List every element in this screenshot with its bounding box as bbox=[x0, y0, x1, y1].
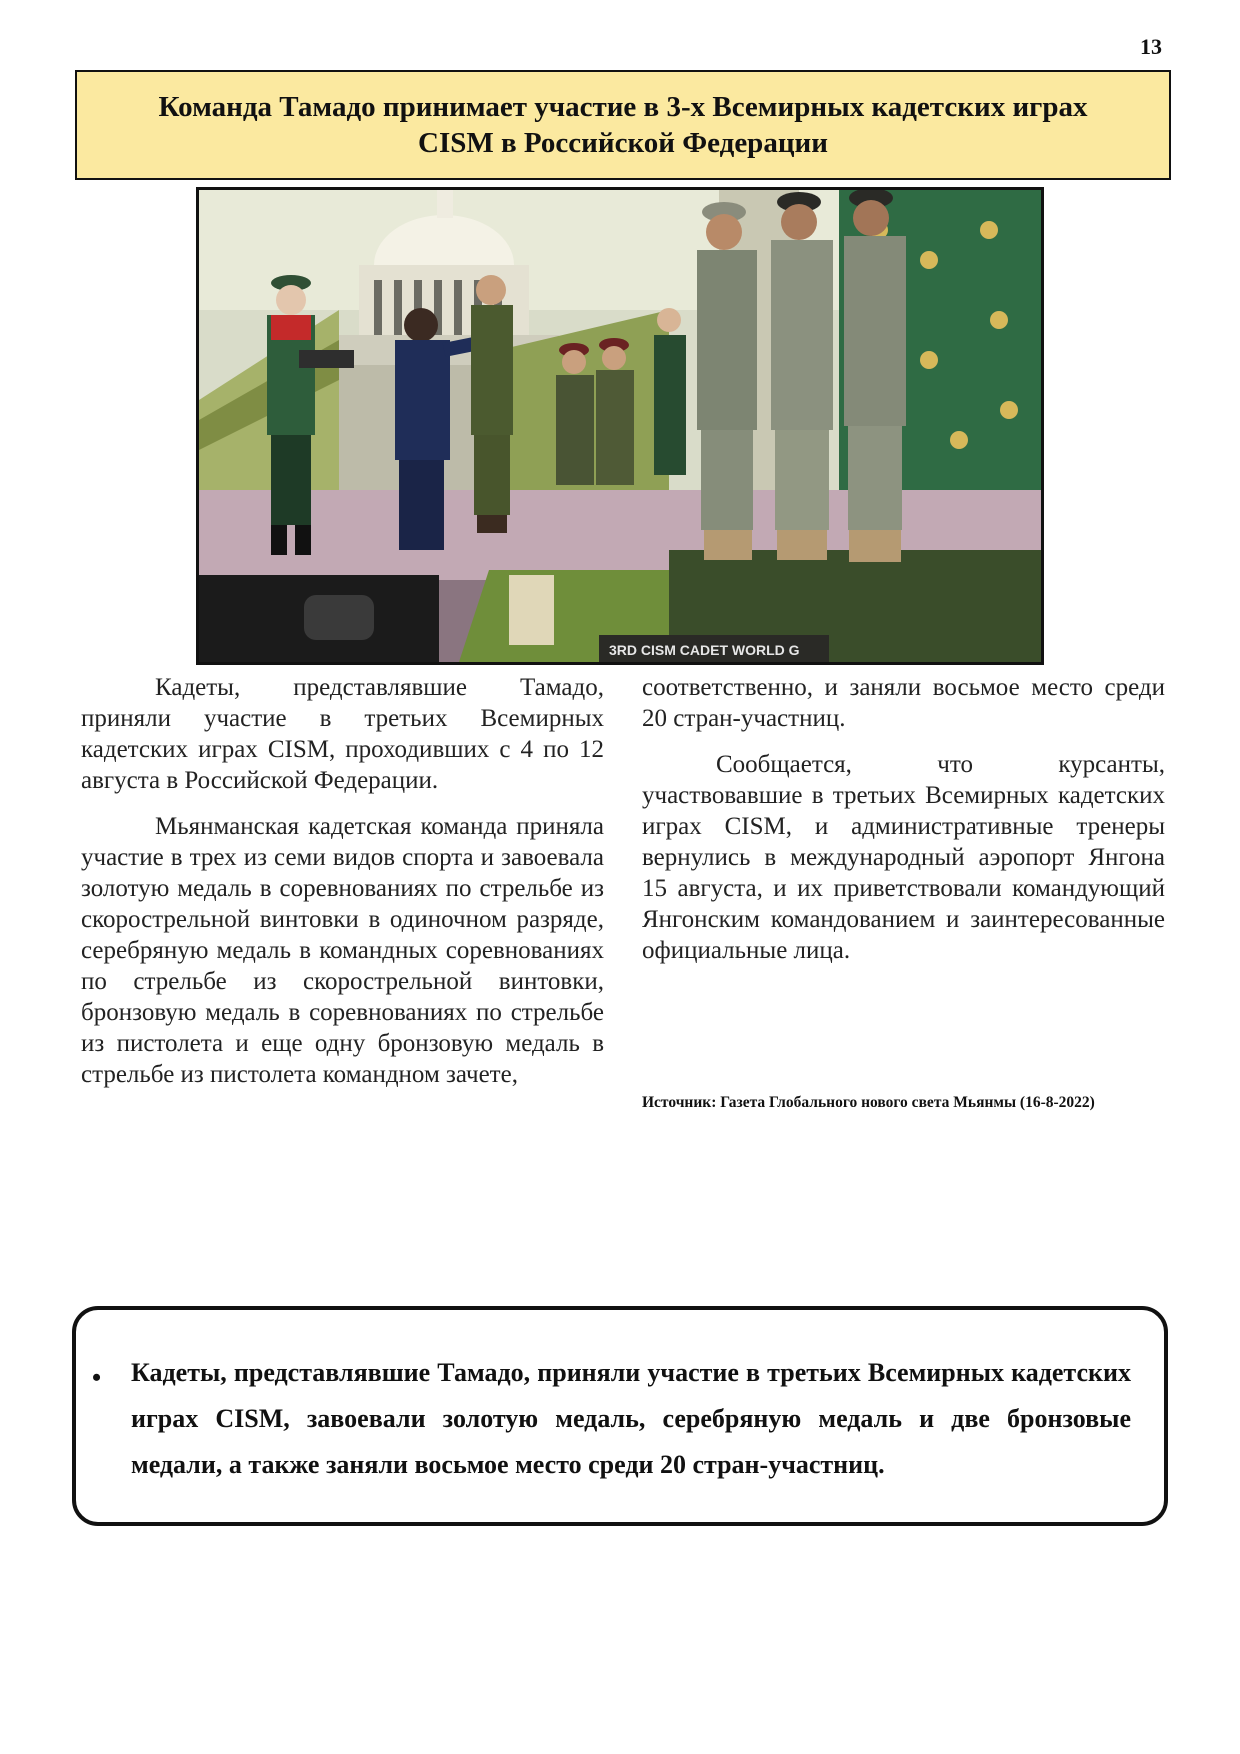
left-paragraph-1: Кадеты, представлявшие Тамадо, приняли участие в третьих Всемирных кадетских играх CISM, проходивших с 4 по 12 августа в Российской Федерации. bbox=[81, 674, 604, 794]
summary-box bbox=[72, 1306, 1168, 1526]
podium-cadet-figures bbox=[697, 190, 906, 562]
ceremony-photo bbox=[196, 187, 1044, 665]
article-right-column bbox=[642, 672, 1165, 981]
stage-speaker bbox=[199, 575, 439, 662]
medal-recipient-cadet-figure bbox=[471, 275, 513, 533]
summary-text: Кадеты, представлявшие Тамадо, приняли участие в третьих Всемирных кадетских играх CISM, завоевали золотую медаль, серебряную медаль и две бронзовые медали, а также заняли восьмое место среди 20 стран-участниц. bbox=[131, 1358, 1131, 1479]
article-left-column bbox=[81, 672, 604, 1105]
left-paragraph-2: Мьянманская кадетская команда приняла участие в трех из семи видов спорта и завоевала золотую медаль в соревнованиях по стрельбе из скорострельной винтовки в одиночном разряде, серебряную медаль в командных соревнованиях по стрельбе из скорострельной винтовки, бронзовую медаль в соревнованиях по стрельбе из пистолета и еще одну бронзовую медаль в стрельбе из пистолета командном зачете, bbox=[81, 813, 604, 1088]
page-number: 13 bbox=[1140, 34, 1162, 59]
banner-text: 3RD CISM CADET WORLD G bbox=[609, 642, 800, 658]
right-paragraph-1: соответственно, и заняли восьмое место среди 20 стран-участниц. bbox=[642, 674, 1165, 732]
bullet-icon: • bbox=[92, 1363, 102, 1392]
title-line-1: Команда Тамадо принимает участие в 3-х Всемирных кадетских играх bbox=[158, 91, 1088, 123]
ceremony-photo-illustration bbox=[199, 190, 1041, 662]
title-box bbox=[75, 70, 1171, 180]
source-citation: Источник: Газета Глобального нового света Мьянмы (16-8-2022) bbox=[642, 1094, 1095, 1111]
title-line-2: CISM в Российской Федерации bbox=[418, 127, 828, 159]
right-paragraph-2: Сообщается, что курсанты, участвовавшие в третьих Всемирных кадетских играх CISM, и административные тренеры вернулись в международный аэропорт Янгона 15 августа, и их приветствовали командующий Янгонским командованием и заинтересованные официальные лица. bbox=[642, 751, 1165, 964]
